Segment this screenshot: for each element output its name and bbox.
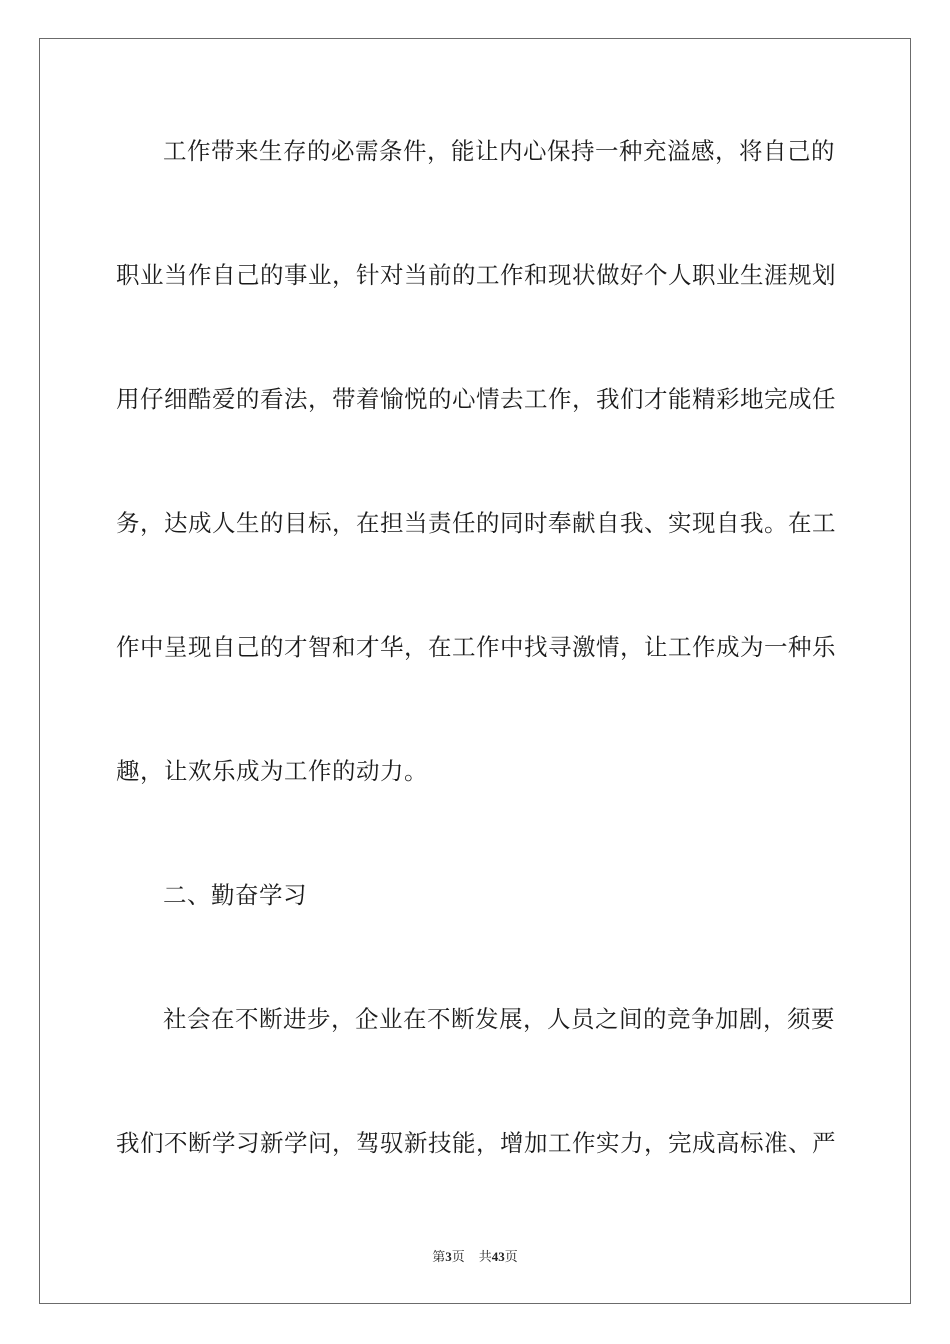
total-prefix: 共 <box>478 1249 492 1264</box>
total-pages: 43 <box>491 1249 505 1264</box>
paragraph-line: 工作带来生存的必需条件，能让内心保持一种充溢感，将自己的 <box>163 137 835 165</box>
paragraph-line: 作中呈现自己的才智和才华，在工作中找寻激情，让工作成为一种乐 <box>116 633 836 661</box>
page-number: 3 <box>445 1249 452 1264</box>
page-footer <box>0 1248 950 1266</box>
paragraph-line: 职业当作自己的事业，针对当前的工作和现状做好个人职业生涯规划 <box>116 261 836 289</box>
paragraph-line: 趣，让欢乐成为工作的动力。 <box>116 757 428 785</box>
total-suffix: 页 <box>504 1249 518 1264</box>
section-heading: 二、勤奋学习 <box>163 881 307 909</box>
page-border <box>39 38 911 1304</box>
paragraph-line: 我们不断学习新学问，驾驭新技能，增加工作实力，完成高标准、严 <box>116 1129 836 1157</box>
page-prefix: 第 <box>432 1249 446 1264</box>
paragraph-line: 务，达成人生的目标，在担当责任的同时奉献自我、实现自我。在工 <box>116 509 836 537</box>
paragraph-line: 用仔细酷爱的看法，带着愉悦的心情去工作，我们才能精彩地完成任 <box>116 385 836 413</box>
paragraph-line: 社会在不断进步，企业在不断发展，人员之间的竞争加剧，须要 <box>163 1005 835 1033</box>
page-suffix: 页 <box>451 1249 465 1264</box>
